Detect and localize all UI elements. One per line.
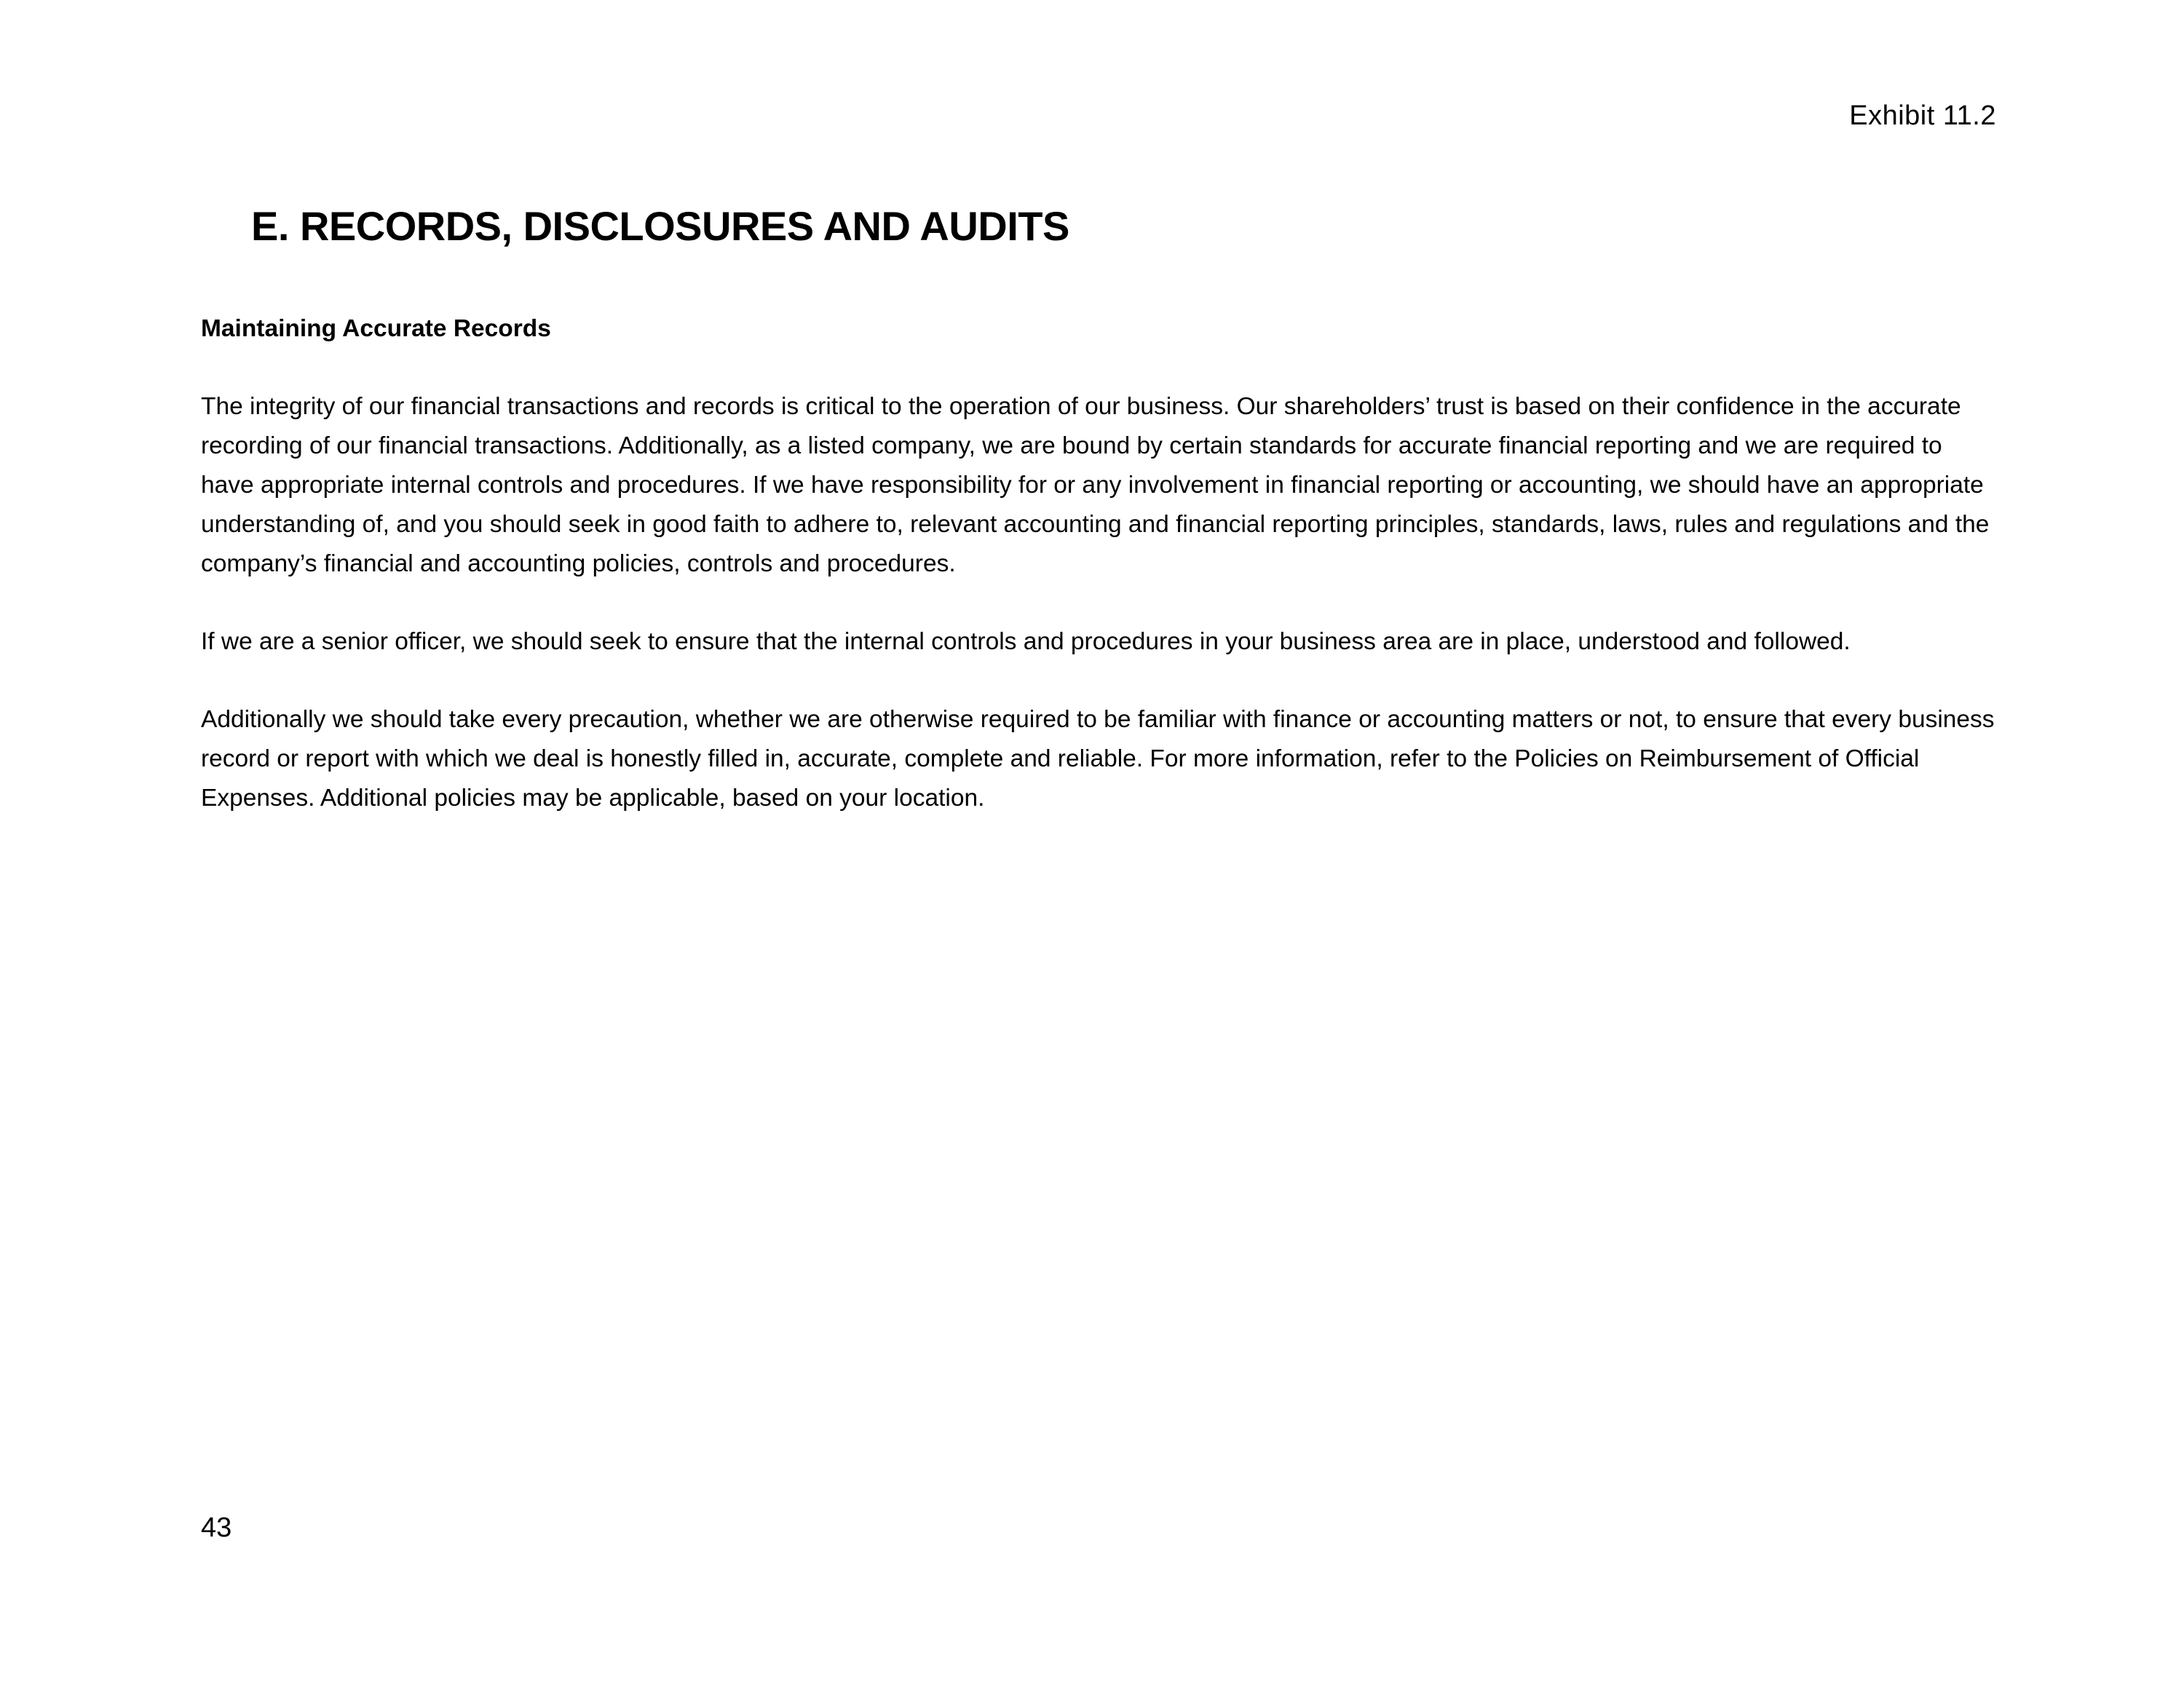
paragraph: The integrity of our financial transactions and records is critical to the operation of our business. Our shareholders’ trust is based on their confidence in the accurate recording of our financial transactions. Additionally, as a listed company, we are bound by certain standards for accurate financial reporting and we are required to have appropriate internal controls and procedures. If we have responsibility for or any involvement in financial reporting or accounting, we should have an appropriate understanding of, and you should seek in good faith to adhere to, relevant accounting and financial reporting principles, standards, laws, rules and regulations and the company’s financial and accounting policies, controls and procedures.	[201, 393, 1990, 577]
subheading: Maintaining Accurate Records	[201, 315, 551, 342]
section-title: E. RECORDS, DISCLOSURES AND AUDITS	[251, 203, 1069, 249]
paragraph: If we are a senior officer, we should seek to ensure that the internal controls and procedures in your business area are in place, understood and followed.	[201, 628, 1851, 655]
page-number: 43	[201, 1512, 232, 1543]
paragraph: Additionally we should take every precaution, whether we are otherwise required to be familiar with finance or accounting matters or not, to ensure that every business record or report with which we deal is honestly filled in, accurate, complete and reliable. For more information, refer to the Policies on Reimbursement of Official Expenses. Additional policies may be applicable, based on your location.	[201, 706, 1995, 812]
exhibit-label: Exhibit 11.2	[1849, 100, 1996, 131]
section-body	[201, 309, 1999, 857]
